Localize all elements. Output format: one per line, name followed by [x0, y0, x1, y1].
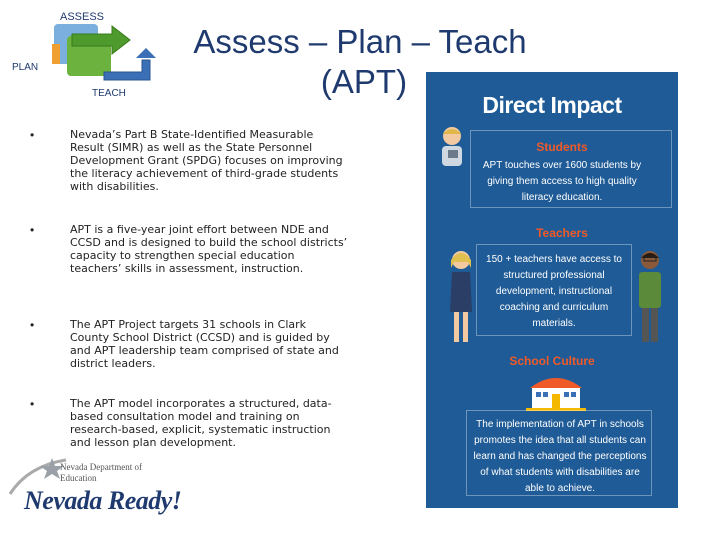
nevada-ready-text: Nevada Ready!	[24, 486, 182, 515]
direct-impact-title: Direct Impact	[482, 92, 622, 118]
assess-plan-teach-cycle-icon	[12, 4, 172, 102]
teacher-male-icon	[634, 248, 666, 353]
bullet-marker: •	[30, 397, 35, 411]
bullet-marker: •	[30, 223, 35, 237]
bullet-text: The APT model incorporates a structured, data-based consultation model and training on research-based, explicit, systematic instruction and lesson plan development.	[70, 397, 332, 449]
bullet-marker: •	[30, 128, 35, 142]
student-figure-icon	[434, 124, 470, 179]
teachers-heading: Teachers	[536, 226, 588, 240]
teacher-female-icon	[446, 248, 476, 353]
logo-assess-label: ASSESS	[60, 11, 105, 23]
students-text: APT touches over 1600 students by giving them access to high quality literacy education.	[482, 160, 642, 203]
teachers-text: 150 + teachers have access to structured professional development, instructional coaching and curriculum materials.	[486, 254, 622, 329]
apt-logo	[12, 4, 172, 102]
logo-teach-label: TEACH	[92, 88, 126, 99]
school-culture-heading: School Culture	[509, 354, 595, 368]
logo-plan-label: PLAN	[12, 62, 39, 73]
page-title-line1: Assess – Plan – Teach	[193, 23, 527, 60]
bullet-text: APT is a five-year joint effort between NDE and CCSD and is designed to build the school districts’ capacity to strengthen special education teachers’ skills in assessment, instruction.	[70, 223, 348, 275]
bullet-text: The APT Project targets 31 schools in Clark County School District (CCSD) and is guided by and APT leadership team comprised of state and district leaders.	[70, 318, 339, 370]
nde-dept-name: Nevada Department of Education	[60, 462, 142, 483]
school-culture-text: The implementation of APT in schools promotes the idea that all students can learn and has changed the perceptions of what students with disabilities are able to achieve.	[473, 419, 647, 494]
direct-impact-panel	[426, 72, 678, 508]
students-heading: Students	[536, 140, 588, 154]
nevada-ready-logo	[8, 456, 188, 536]
page-title-line2: (APT)	[320, 63, 408, 100]
bullet-text: Nevada’s Part B State-Identified Measurable Result (SIMR) as well as the State Personnel Development Grant (SPDG) focuses on improving the literacy achievement of third-grade students with disabilities.	[70, 128, 343, 193]
bullet-marker: •	[30, 318, 35, 332]
